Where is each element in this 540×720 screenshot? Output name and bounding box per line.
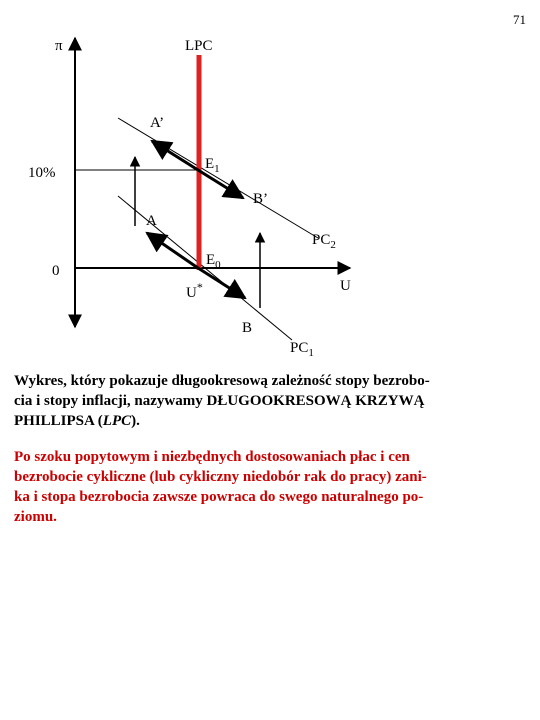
definition-paragraph: Wykres, który pokazuje długookresową zależność stopy bezrobo- cia i stopy inflacji, nazywamy DŁUGOOKRESOWĄ KRZYWĄ PHILLIPSA (LPC). bbox=[14, 373, 430, 429]
arrow-e0-to-b bbox=[198, 268, 245, 298]
y-axis-label: π bbox=[55, 38, 63, 54]
adjustment-paragraph: Po szoku popytowym i niezbędnych dostosowaniach płac i cen bezrobocie cykliczne (lub cykliczny niedobór rak do pracy) zani- ka i stopa bezrobocia zawsze powraca do swego naturalnego po- ziomu. bbox=[14, 449, 427, 525]
point-a-label: A bbox=[146, 213, 157, 229]
point-b-label: B bbox=[242, 320, 253, 336]
point-e0-label: $E_0$ bbox=[206, 252, 221, 271]
arrow-e1-to-a-prime bbox=[152, 141, 198, 170]
natural-rate-label: U* bbox=[186, 280, 203, 301]
point-e1-label: $E_1$ bbox=[205, 156, 220, 175]
point-a-prime-label: A’ bbox=[150, 115, 165, 131]
point-b-prime-label: B’ bbox=[253, 191, 268, 207]
origin-label: 0 bbox=[52, 263, 60, 279]
pc2-label: $PC_2$ bbox=[312, 232, 336, 251]
lpc-label: LPC bbox=[185, 38, 213, 54]
pc1-label: $PC_1$ bbox=[290, 340, 314, 359]
arrow-e1-to-b-prime bbox=[198, 170, 243, 198]
inflation-10-label: 10% bbox=[28, 165, 56, 181]
arrow-e0-to-a bbox=[147, 233, 198, 268]
x-axis-label: U bbox=[340, 278, 351, 294]
page-number: 71 bbox=[513, 12, 526, 27]
